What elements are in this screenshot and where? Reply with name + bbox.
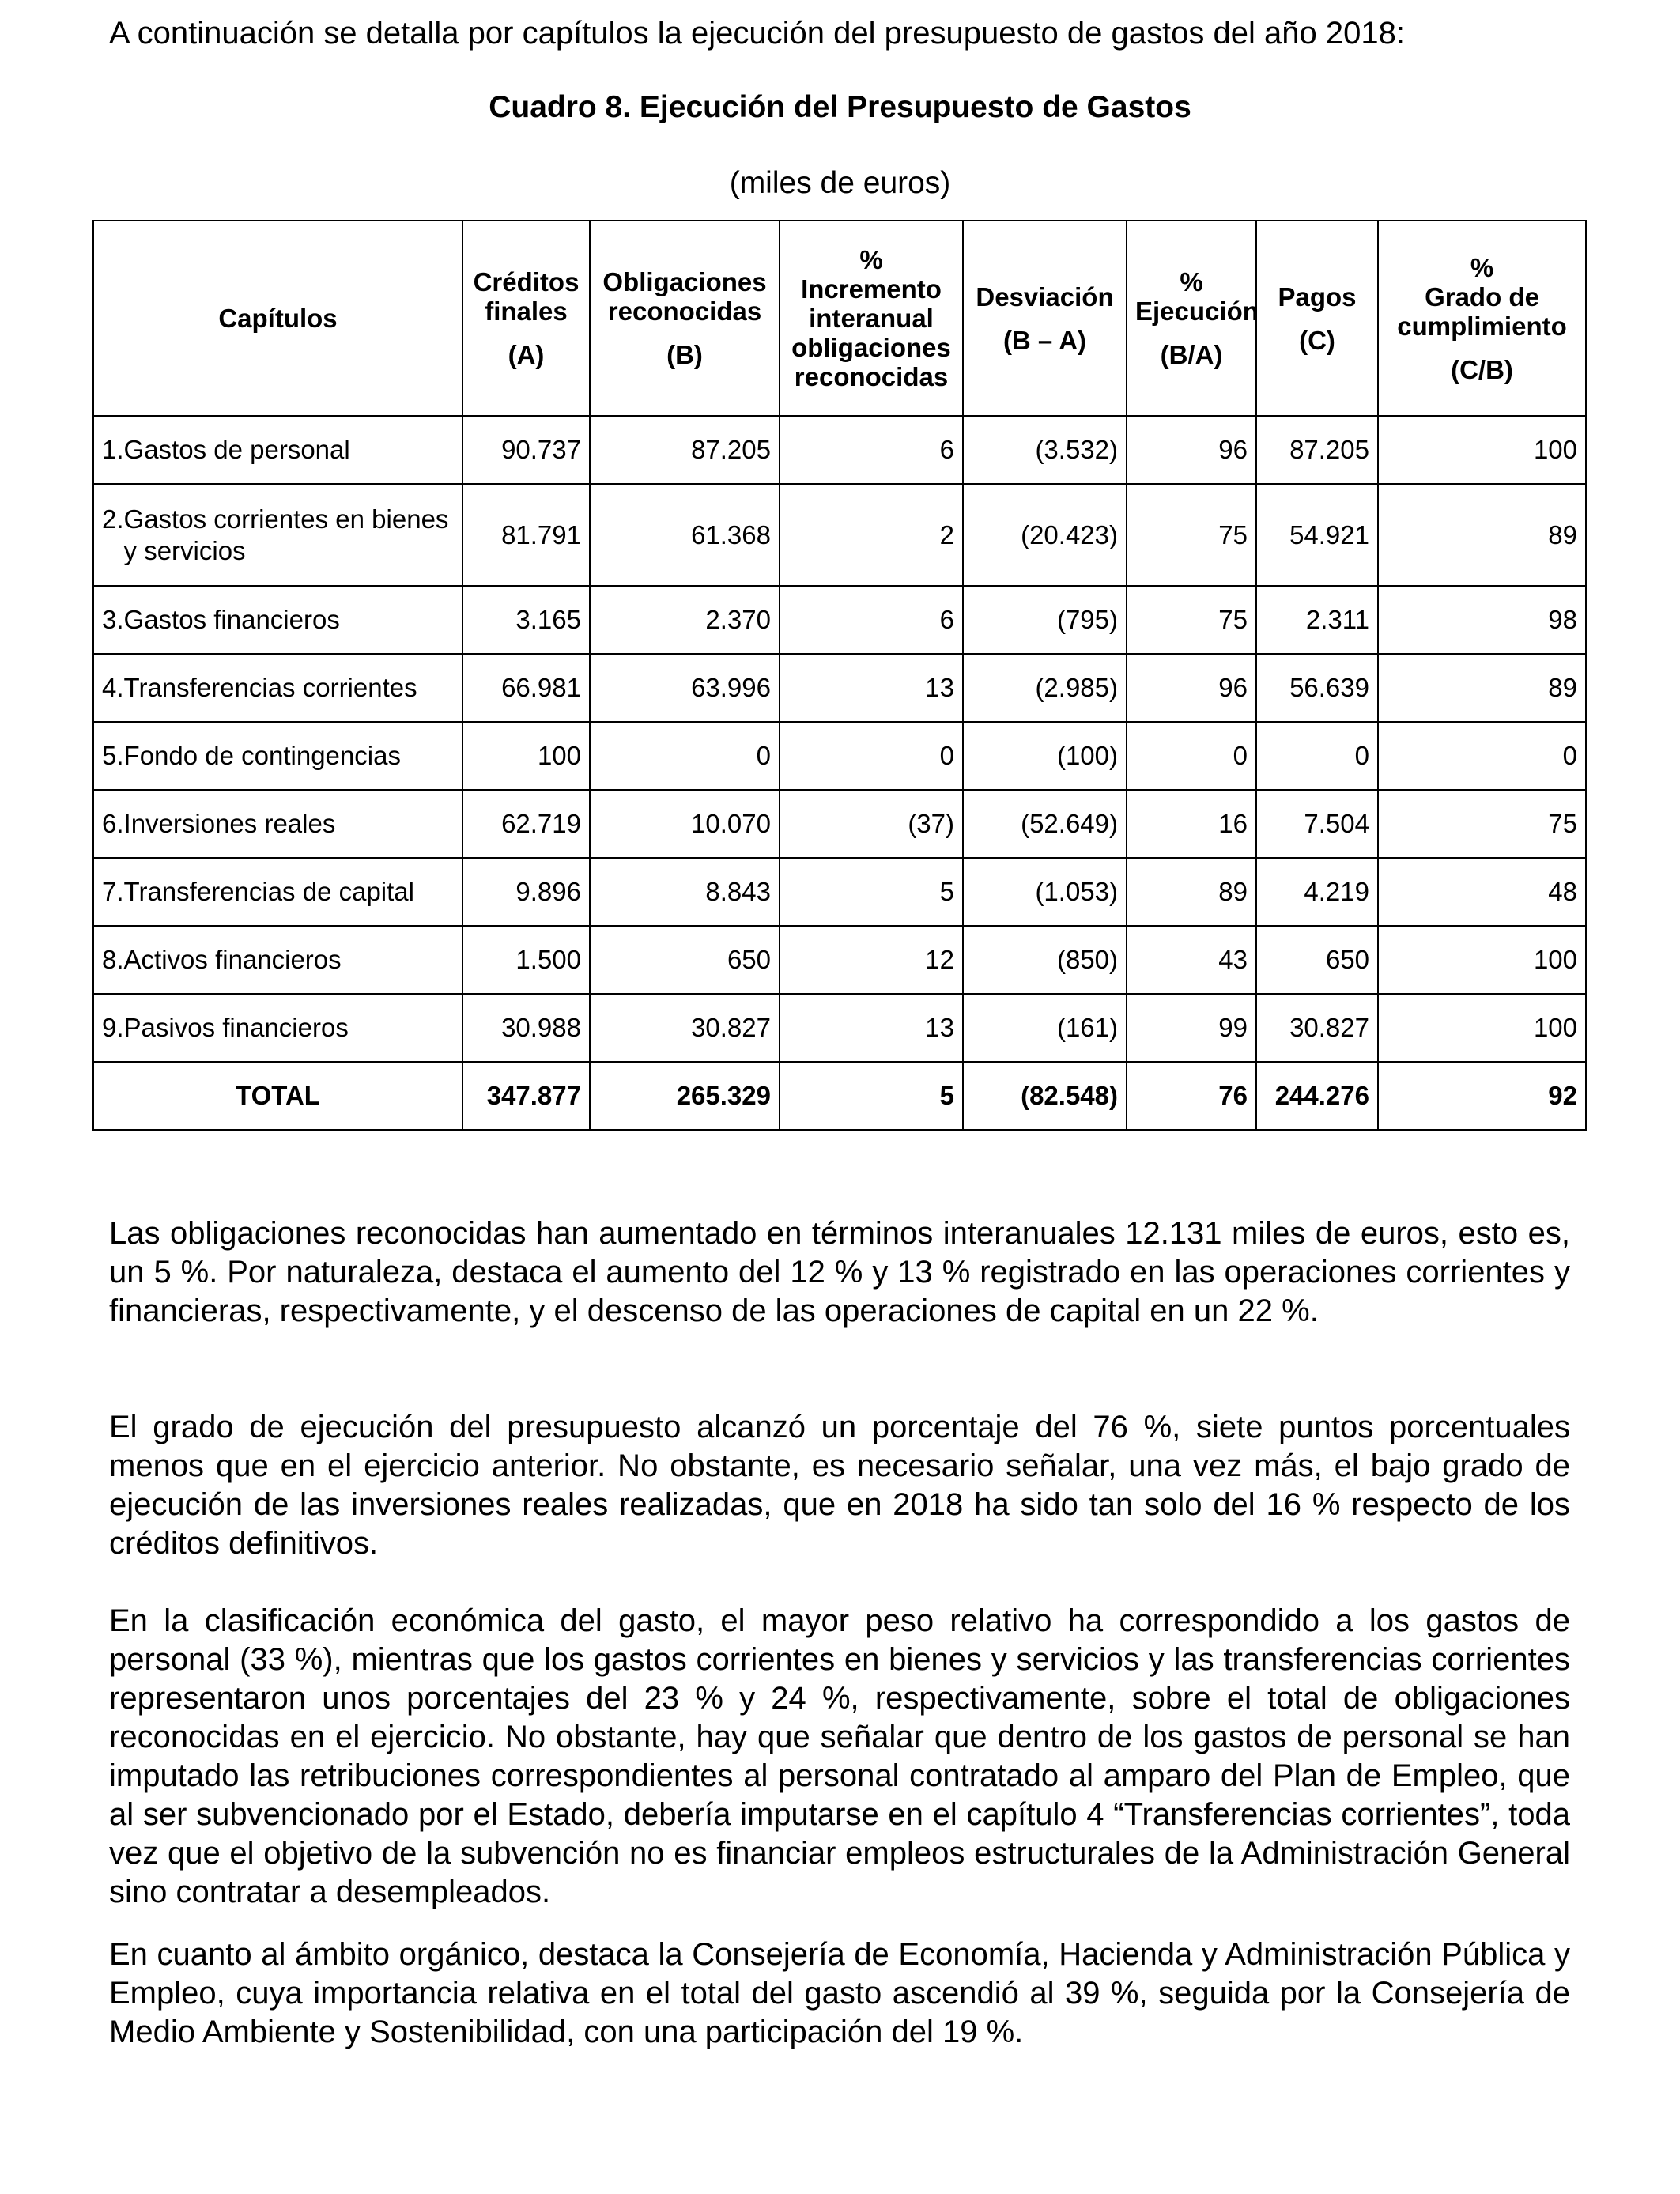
cell-incremento: 6 (780, 416, 963, 484)
cell-incremento: 6 (780, 586, 963, 654)
cell-incremento: 0 (780, 722, 963, 790)
header-incremento-line2: Incremento (801, 274, 942, 304)
paragraph-clasificacion-economica: En la clasificación económica del gasto, el mayor peso relativo ha correspondido a los gastos de personal (33 %), mientras que los gastos corrientes en bienes y servicios y las transferencias corrientes representaron unos porcentajes del 23 % y 24 %, respectivamente, sobre el total de obligaciones reconocidas en el ejercicio. No obstante, hay que señalar que dentro de los gastos de personal se han imputado las retribuciones correspondientes al personal contratado al amparo del Plan de Empleo, que al ser subvencionado por el Estado, debería imputarse en el capítulo 4 “Transferencias corrientes”, toda vez que el objetivo de la subvención no es financiar empleos estructurales de la Administración General sino contratar a desempleados. (109, 1603, 1570, 1909)
header-incremento (780, 221, 963, 416)
header-grado-line2: Grado de (1425, 281, 1539, 312)
cell-pagos: 56.639 (1256, 654, 1378, 722)
cell-ejecucion: 99 (1127, 994, 1256, 1062)
cell-pagos: 0 (1256, 722, 1378, 790)
row-number: 6. (102, 809, 124, 838)
cell-creditos: 100 (462, 722, 590, 790)
cell-pagos: 7.504 (1256, 790, 1378, 858)
cell-desviacion: (850) (963, 926, 1127, 994)
table-row (93, 790, 1586, 858)
cell-grado: 48 (1378, 858, 1586, 926)
total-pagos: 244.276 (1256, 1062, 1378, 1130)
cell-desviacion: (1.053) (963, 858, 1127, 926)
row-label-text: Fondo de contingencias (123, 741, 401, 770)
cell-incremento: 2 (780, 484, 963, 586)
table-row (93, 926, 1586, 994)
cell-grado: 100 (1378, 994, 1586, 1062)
table-subtitle: (miles de euros) (729, 166, 951, 200)
cell-creditos: 9.896 (462, 858, 590, 926)
row-label (93, 994, 462, 1062)
cell-obligaciones: 87.205 (590, 416, 780, 484)
cell-pagos: 30.827 (1256, 994, 1378, 1062)
cell-incremento: 13 (780, 654, 963, 722)
cell-desviacion: (795) (963, 586, 1127, 654)
cell-creditos: 90.737 (462, 416, 590, 484)
cell-pagos: 4.219 (1256, 858, 1378, 926)
cell-obligaciones: 10.070 (590, 790, 780, 858)
table-row (93, 484, 1586, 586)
table-title: Cuadro 8. Ejecución del Presupuesto de Gastos (489, 90, 1191, 124)
total-incremento: 5 (780, 1062, 963, 1130)
cell-ejecucion: 75 (1127, 484, 1256, 586)
table-row (93, 586, 1586, 654)
paragraph-grado-ejecucion: El grado de ejecución del presupuesto alcanzó un porcentaje del 76 %, siete puntos porcentuales menos que en el ejercicio anterior. No obstante, es necesario señalar, una vez más, el bajo grado de ejecución de las inversiones reales realizadas, que en 2018 ha sido tan solo del 16 % respecto de los créditos definitivos. (109, 1410, 1570, 1561)
row-label (93, 586, 462, 654)
row-number: 2. (102, 504, 124, 534)
cell-creditos: 1.500 (462, 926, 590, 994)
cell-creditos: 3.165 (462, 586, 590, 654)
row-label (93, 416, 462, 484)
header-ejecucion-line1: % (1180, 267, 1203, 296)
header-creditos-line1: Créditos (473, 267, 580, 296)
cell-pagos: 87.205 (1256, 416, 1378, 484)
header-obligaciones-line2: reconocidas (607, 296, 762, 326)
row-number: 4. (102, 673, 124, 702)
cell-incremento: 5 (780, 858, 963, 926)
row-label (93, 790, 462, 858)
cell-obligaciones: 650 (590, 926, 780, 994)
cell-ejecucion: 75 (1127, 586, 1256, 654)
cell-obligaciones: 63.996 (590, 654, 780, 722)
row-number: 9. (102, 1013, 124, 1042)
cell-incremento: 12 (780, 926, 963, 994)
paragraph-ambito-organico: En cuanto al ámbito orgánico, destaca la Consejería de Economía, Hacienda y Administración Pública y Empleo, cuya importancia relativa en el total del gasto ascendió al 39 %, seguida por la Consejería de Medio Ambiente y Sostenibilidad, con una participación del 19 %. (109, 1937, 1570, 2049)
header-capitulos-text: Capítulos (218, 304, 338, 333)
row-label-text: Pasivos financieros (123, 1013, 349, 1042)
total-obligaciones: 265.329 (590, 1062, 780, 1130)
cell-desviacion: (3.532) (963, 416, 1127, 484)
header-pagos (1256, 221, 1378, 416)
header-obligaciones-line3: (B) (666, 340, 703, 369)
cell-desviacion: (52.649) (963, 790, 1127, 858)
intro-text: A continuación se detalla por capítulos la ejecución del presupuesto de gastos del año 2018: (109, 16, 1405, 51)
header-pagos-line1: Pagos (1278, 281, 1357, 312)
header-grado (1378, 221, 1586, 416)
row-label-text: Gastos de personal (123, 435, 350, 464)
row-label-text: Transferencias de capital (123, 877, 414, 906)
paragraph-obligaciones: Las obligaciones reconocidas han aumentado en términos interanuales 12.131 miles de euros, esto es, un 5 %. Por naturaleza, destaca el aumento del 12 % y 13 % registrado en las operaciones corrientes y financieras, respectivamente, y el descenso de las operaciones de capital en un 22 %. (109, 1216, 1570, 1328)
cell-creditos: 62.719 (462, 790, 590, 858)
cell-grado: 89 (1378, 654, 1586, 722)
cell-creditos: 30.988 (462, 994, 590, 1062)
row-label-text: Inversiones reales (123, 809, 336, 838)
total-ejecucion: 76 (1127, 1062, 1256, 1130)
cell-ejecucion: 89 (1127, 858, 1256, 926)
table-row (93, 416, 1586, 484)
cell-desviacion: (100) (963, 722, 1127, 790)
table-row (93, 994, 1586, 1062)
row-number: 1. (102, 435, 124, 464)
row-label (93, 484, 462, 586)
cell-ejecucion: 16 (1127, 790, 1256, 858)
cell-incremento: (37) (780, 790, 963, 858)
header-pagos-line2: (C) (1299, 325, 1335, 355)
cell-obligaciones: 61.368 (590, 484, 780, 586)
header-capitulos (93, 221, 462, 416)
row-label (93, 722, 462, 790)
header-grado-line3: cumplimiento (1397, 311, 1567, 341)
cell-grado: 100 (1378, 416, 1586, 484)
row-label (93, 654, 462, 722)
row-label-text: Activos financieros (123, 945, 342, 974)
total-label: TOTAL (93, 1062, 462, 1130)
header-ejecucion (1127, 221, 1259, 416)
cell-pagos: 54.921 (1256, 484, 1378, 586)
total-row (93, 1062, 1586, 1130)
header-creditos-line2: finales (485, 296, 568, 326)
table-header-row (93, 221, 1586, 416)
header-desviacion (963, 221, 1127, 416)
row-number: 7. (102, 877, 124, 906)
cell-grado: 89 (1378, 484, 1586, 586)
total-grado: 92 (1378, 1062, 1586, 1130)
row-label-text: Gastos financieros (123, 605, 340, 634)
table-row (93, 858, 1586, 926)
row-label (93, 858, 462, 926)
row-label-text: Gastos corrientes en bienes y servicios (123, 504, 449, 565)
cell-obligaciones: 2.370 (590, 586, 780, 654)
cell-pagos: 650 (1256, 926, 1378, 994)
header-incremento-line5: reconocidas (794, 362, 949, 391)
cell-grado: 75 (1378, 790, 1586, 858)
header-creditos (462, 221, 590, 416)
row-label (93, 926, 462, 994)
cell-ejecucion: 96 (1127, 654, 1256, 722)
cell-ejecucion: 96 (1127, 416, 1256, 484)
table-row (93, 722, 1586, 790)
cell-grado: 100 (1378, 926, 1586, 994)
total-desviacion: (82.548) (963, 1062, 1127, 1130)
cell-obligaciones: 0 (590, 722, 780, 790)
header-desviacion-line1: Desviación (976, 281, 1114, 312)
header-incremento-line1: % (859, 245, 883, 274)
cell-ejecucion: 0 (1127, 722, 1256, 790)
cell-incremento: 13 (780, 994, 963, 1062)
header-grado-line1: % (1470, 252, 1494, 282)
header-desviacion-line2: (B – A) (1002, 325, 1087, 355)
header-creditos-line3: (A) (508, 340, 545, 369)
table-row (93, 654, 1586, 722)
cell-obligaciones: 30.827 (590, 994, 780, 1062)
cell-grado: 98 (1378, 586, 1586, 654)
cell-ejecucion: 43 (1127, 926, 1256, 994)
total-creditos: 347.877 (462, 1062, 590, 1130)
cell-grado: 0 (1378, 722, 1586, 790)
cell-desviacion: (161) (963, 994, 1127, 1062)
header-ejecucion-line3: (B/A) (1160, 340, 1223, 369)
cell-pagos: 2.311 (1256, 586, 1378, 654)
header-obligaciones-line1: Obligaciones (602, 267, 767, 296)
row-number: 8. (102, 945, 124, 974)
cell-desviacion: (2.985) (963, 654, 1127, 722)
row-label-text: Transferencias corrientes (123, 673, 417, 702)
cell-desviacion: (20.423) (963, 484, 1127, 586)
header-obligaciones (590, 221, 780, 416)
header-incremento-line3: interanual (809, 304, 934, 333)
cell-obligaciones: 8.843 (590, 858, 780, 926)
cell-creditos: 81.791 (462, 484, 590, 586)
header-incremento-line4: obligaciones (791, 333, 951, 362)
header-grado-line4: (C/B) (1451, 354, 1513, 384)
cell-creditos: 66.981 (462, 654, 590, 722)
row-number: 3. (102, 605, 124, 634)
header-ejecucion-line2: Ejecución (1135, 296, 1259, 326)
row-number: 5. (102, 741, 124, 770)
budget-execution-table (92, 220, 1587, 1131)
